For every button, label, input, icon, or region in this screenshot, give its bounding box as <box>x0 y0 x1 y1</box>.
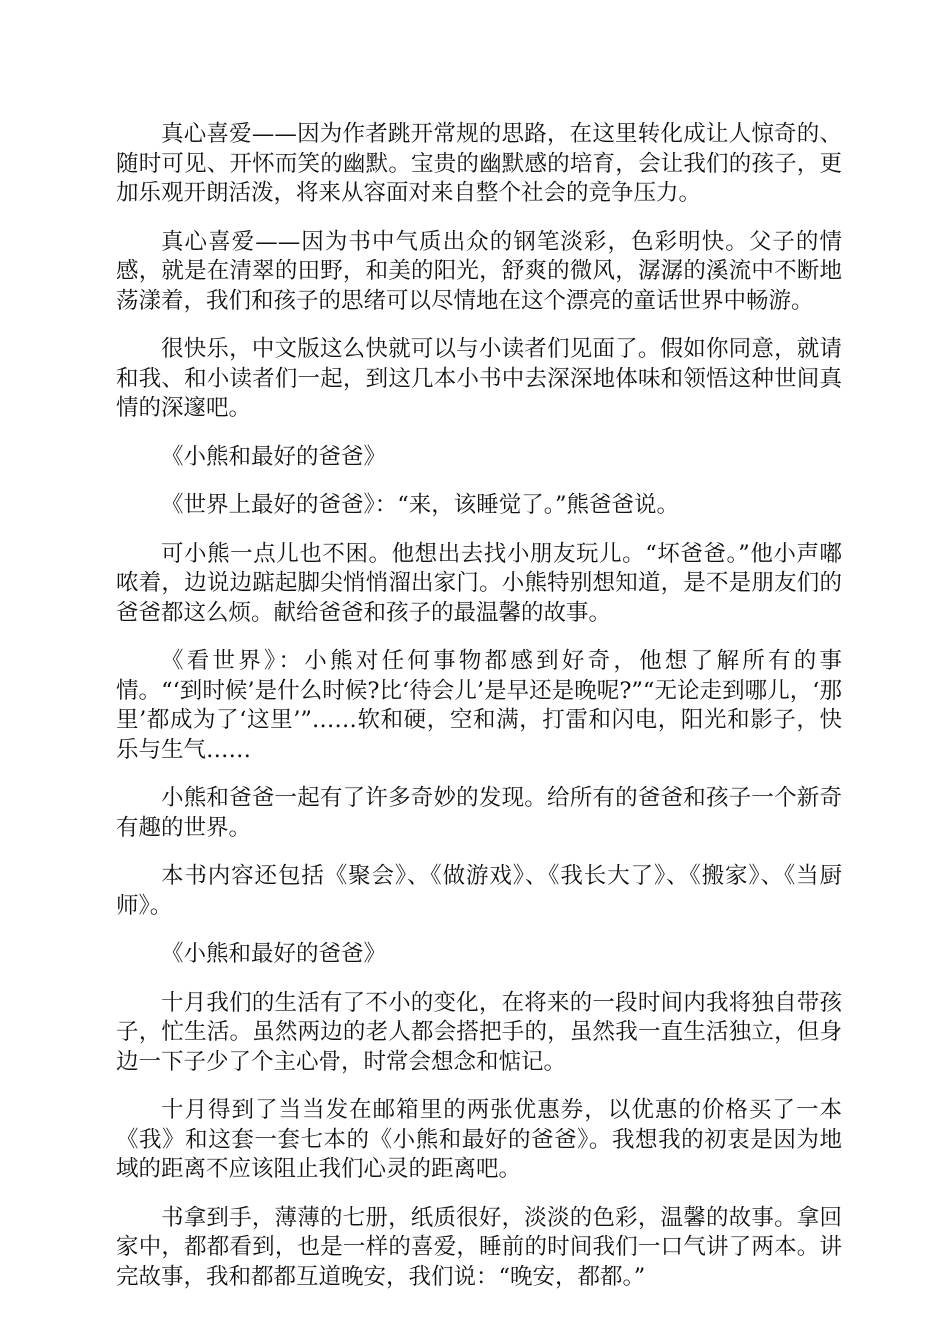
paragraph-october-life: 十月我们的生活有了不小的变化，在将来的一段时间内我将独自带孩子，忙生活。虽然两边的老人都会搭把手的，虽然我一直生活独立，但身边一下子少了个主心骨，时常会想念和惦记。 <box>116 989 842 1075</box>
paragraph-contents: 本书内容还包括《聚会》、《做游戏》、《我长大了》、《搬家》、《当厨师》。 <box>116 863 842 919</box>
paragraph-little-bear: 可小熊一点儿也不困。他想出去找小朋友玩儿。“坏爸爸。”他小声嘟哝着，边说边踮起脚尖悄悄溜出家门。小熊特别想知道，是不是朋友们的爸爸都这么烦。献给爸爸和孩子的最温馨的故事。 <box>116 540 842 626</box>
document-page <box>116 120 842 1311</box>
paragraph-coupons: 十月得到了当当发在邮箱里的两张优惠券，以优惠的价格买了一本《我》和这套一套七本的《小熊和最好的爸爸》。我想我的初衷是因为地域的距离不应该阻止我们心灵的距离吧。 <box>116 1097 842 1182</box>
paragraph-illustration: 真心喜爱——因为书中气质出众的钢笔淡彩，色彩明快。父子的情感，就是在清翠的田野，和美的阳光，舒爽的微风，潺潺的溪流中不断地荡漾着，我们和孩子的思绪可以尽情地在这个漂亮的童话世界中畅游。 <box>116 228 842 314</box>
paragraph-discoveries: 小熊和爸爸一起有了许多奇妙的发现。给所有的爸爸和孩子一个新奇有趣的世界。 <box>116 785 842 841</box>
book-title-heading: 《小熊和最好的爸爸》 <box>161 443 387 470</box>
paragraph-humor: 真心喜爱——因为作者跳开常规的思路，在这里转化成让人惊奇的、随时可见、开怀而笑的幽默。宝贵的幽默感的培育，会让我们的孩子，更加乐观开朗活泼，将来从容面对来自整个社会的竞争压力。 <box>116 121 842 206</box>
paragraph-chinese-edition: 很快乐，中文版这么快就可以与小读者们见面了。假如你同意，就请和我、和小读者们一起，到这几本小书中去深深地体味和领悟这种世间真情的深邃吧。 <box>116 336 842 421</box>
paragraph-goodnight: 书拿到手，薄薄的七册，纸质很好，淡淡的色彩，温馨的故事。拿回家中，都都看到，也是一样的喜爱，睡前的时间我们一口气讲了两本。讲完故事，我和都都互道晚安，我们说：“晚安，都都。” <box>116 1204 842 1290</box>
book-title-heading-2: 《小熊和最好的爸爸》 <box>161 941 387 967</box>
paragraph-best-dad: 《世界上最好的爸爸》：“来，该睡觉了。”熊爸爸说。 <box>161 492 680 518</box>
paragraph-see-world: 《看世界》：小熊对任何事物都感到好奇，他想了解所有的事情。“‘到时候’是什么时候?比‘待会儿’是早还是晚呢?”“无论走到哪儿，‘那里’都成为了‘这里’”……软和硬，空和满，打雷和闪电，阳光和影子，快乐与生气…… <box>116 648 842 763</box>
